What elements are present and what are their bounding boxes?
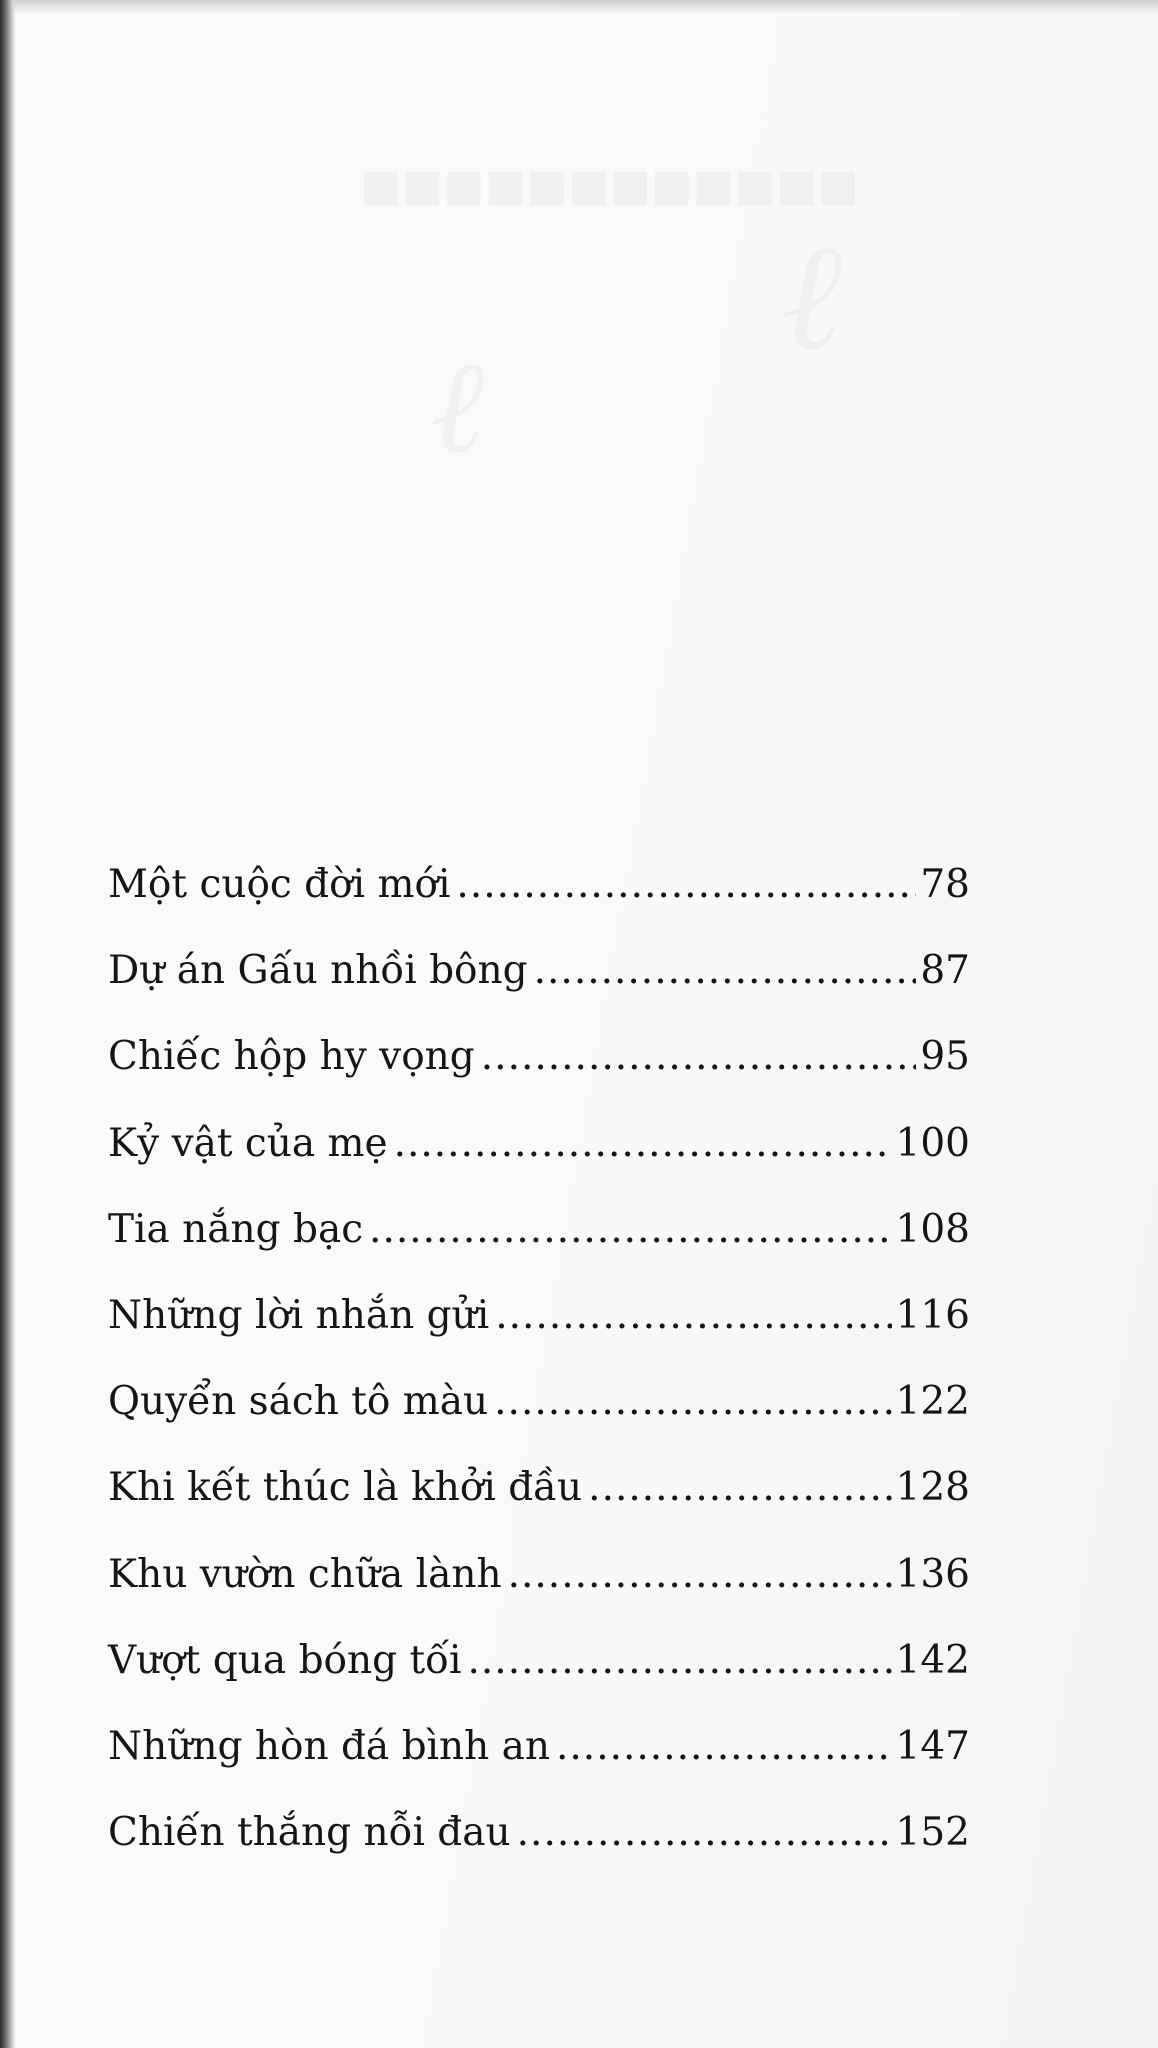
toc-entry-title: Kỷ vật của mẹ [108, 1120, 388, 1166]
toc-entry-page: 95 [920, 1034, 970, 1080]
toc-dot-leader [456, 855, 916, 915]
toc-entry [108, 1200, 970, 1286]
toc-entry [108, 1027, 970, 1113]
toc-entry-page: 116 [895, 1292, 970, 1338]
toc-entry [108, 941, 970, 1027]
spine-shadow [0, 0, 16, 2048]
toc-entry [108, 1717, 970, 1803]
toc-dot-leader [394, 1114, 892, 1174]
toc-entry-title: Quyển sách tô màu [108, 1379, 489, 1425]
toc-entry-page: 152 [895, 1810, 970, 1856]
toc-entry [108, 1545, 970, 1631]
toc-entry-title: Tia nắng bạc [108, 1206, 364, 1252]
bleed-through-script [430, 330, 484, 483]
toc-dot-leader [495, 1286, 891, 1346]
toc-entry-title: Những lời nhắn gửi [108, 1292, 490, 1338]
toc-entry-page: 87 [920, 948, 970, 994]
toc-entry-title: Một cuộc đời mới [108, 862, 451, 907]
toc-dot-leader [534, 941, 917, 1001]
toc-entry-page: 142 [895, 1637, 970, 1683]
table-of-contents [108, 855, 970, 1889]
toc-entry [108, 1286, 970, 1372]
toc-dot-leader [481, 1027, 917, 1087]
toc-entry [108, 1631, 970, 1717]
toc-entry-title: Khi kết thúc là khởi đầu [108, 1465, 583, 1511]
toc-dot-leader [494, 1372, 891, 1432]
toc-entry-title: Dự án Gấu nhồi bông [108, 948, 528, 994]
toc-dot-leader [369, 1200, 892, 1260]
page-top-edge [0, 0, 1158, 14]
toc-entry-page: 122 [895, 1379, 970, 1425]
toc-dot-leader [556, 1717, 892, 1777]
toc-dot-leader [468, 1631, 892, 1691]
toc-entry [108, 1114, 970, 1200]
toc-entry-title: Những hòn đá bình an [108, 1723, 551, 1769]
toc-entry [108, 1458, 970, 1544]
toc-entry-title: Khu vườn chữa lành [108, 1551, 502, 1597]
toc-entry-page: 100 [895, 1120, 970, 1166]
toc-dot-leader [588, 1458, 891, 1518]
toc-entry [108, 1372, 970, 1458]
toc-entry-page: 147 [895, 1723, 970, 1769]
toc-entry-title: Chiến thắng nỗi đau [108, 1810, 511, 1856]
toc-entry-page: 78 [920, 862, 970, 907]
toc-dot-leader [517, 1803, 892, 1863]
toc-entry-title: Chiếc hộp hy vọng [108, 1034, 475, 1080]
bleed-through-text [360, 160, 859, 211]
toc-dot-leader [508, 1545, 892, 1605]
bleed-through-script [780, 210, 842, 384]
toc-entry [108, 855, 970, 941]
toc-entry-title: Vượt qua bóng tối [108, 1637, 462, 1683]
toc-entry-page: 128 [895, 1465, 970, 1511]
toc-entry [108, 1803, 970, 1889]
toc-entry-page: 136 [895, 1551, 970, 1597]
toc-entry-page: 108 [895, 1206, 970, 1252]
